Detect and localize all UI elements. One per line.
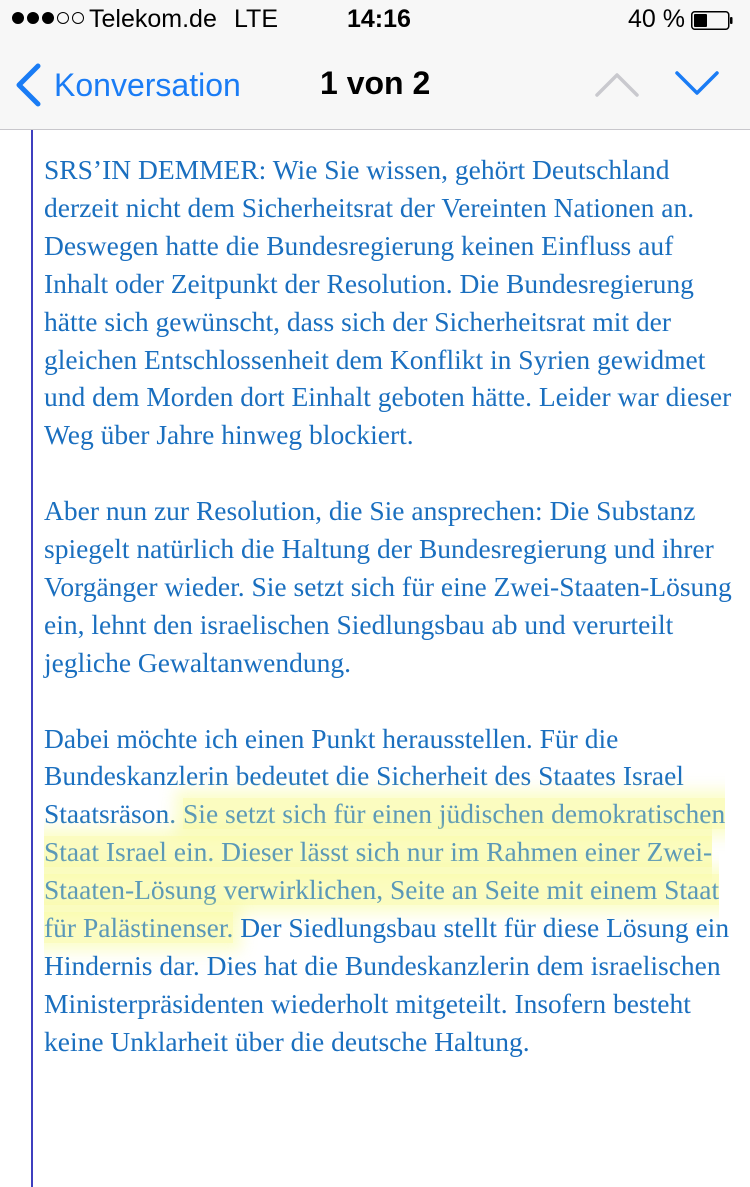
signal-dot bbox=[12, 12, 24, 24]
message-paragraph bbox=[44, 720, 744, 1061]
message-paragraph: Aber nun zur Resolution, die Sie ansprechen: Die Substanz spiegelt natürlich die Haltung der Bundesregierung und ihrer Vorgänger wieder. Sie setzt sich für eine Zwei-Staaten-Lösung ein, lehnt den israelischen Siedlungsbau ab und verurteilt jegliche Gewaltanwendung. bbox=[44, 495, 732, 678]
message-body bbox=[44, 151, 744, 1099]
status-bar bbox=[0, 0, 750, 40]
signal-strength-icon bbox=[12, 12, 84, 24]
chevron-left-icon bbox=[14, 63, 42, 107]
signal-dot bbox=[42, 12, 54, 24]
paragraph-text: Der Siedlungsbau stellt für diese Lösung ein Hindernis dar. Dies hat die Bundeskanzlerin dem israelischen Ministerpräsidenten wiederholt mitgeteilt. Insofern besteht keine Unklarheit über die deutsche Haltung. bbox=[44, 912, 730, 1057]
network-type: LTE bbox=[234, 5, 278, 33]
page-title: 1 von 2 bbox=[320, 65, 431, 101]
signal-dot bbox=[72, 12, 84, 24]
battery-percentage: 40 % bbox=[628, 5, 685, 33]
battery-fill bbox=[694, 14, 707, 27]
back-button[interactable] bbox=[14, 62, 241, 108]
navigation-bar bbox=[0, 40, 750, 130]
carrier-name: Telekom.de bbox=[89, 5, 217, 33]
highlighted-text: Sie setzt sich für einen jüdischen demokratischen Staat Israel ein. Dieser lässt sich nur im Rahmen einer Zwei-Staaten-Lösung verwirklichen, Seite an Seite mit einem Staat für Palästinenser. bbox=[44, 798, 726, 944]
quote-bar bbox=[31, 130, 33, 1187]
message-paragraph: SRS’IN DEMMER: Wie Sie wissen, gehört Deutschland derzeit nicht dem Sicherheitsrat der Vereinten Nationen an. Deswegen hatte die Bundesregierung keinen Einfluss auf Inhalt oder Zeitpunkt der Resolution. Die Bundesregierung hätte sich gewünscht, dass sich der Sicherheitsrat mit der gleichen Entschlossenheit dem Konflikt in Syrien gewidmet und dem Morden dort Einhalt geboten hätte. Leider war dieser Weg über Jahre hinweg blockiert. bbox=[44, 154, 732, 451]
battery-icon bbox=[691, 11, 733, 30]
paragraph-text: Dabei möchte ich einen Punkt herausstellen. Für die Bundeskanzlerin bedeutet die Sicherheit des Staates Israel Staatsräson. bbox=[44, 722, 684, 830]
back-button-label: Konversation bbox=[54, 66, 241, 103]
signal-dot bbox=[57, 12, 69, 24]
chevron-down-icon[interactable] bbox=[674, 67, 720, 101]
clock: 14:16 bbox=[347, 5, 411, 33]
chevron-up-icon[interactable] bbox=[594, 67, 640, 101]
signal-dot bbox=[27, 12, 39, 24]
